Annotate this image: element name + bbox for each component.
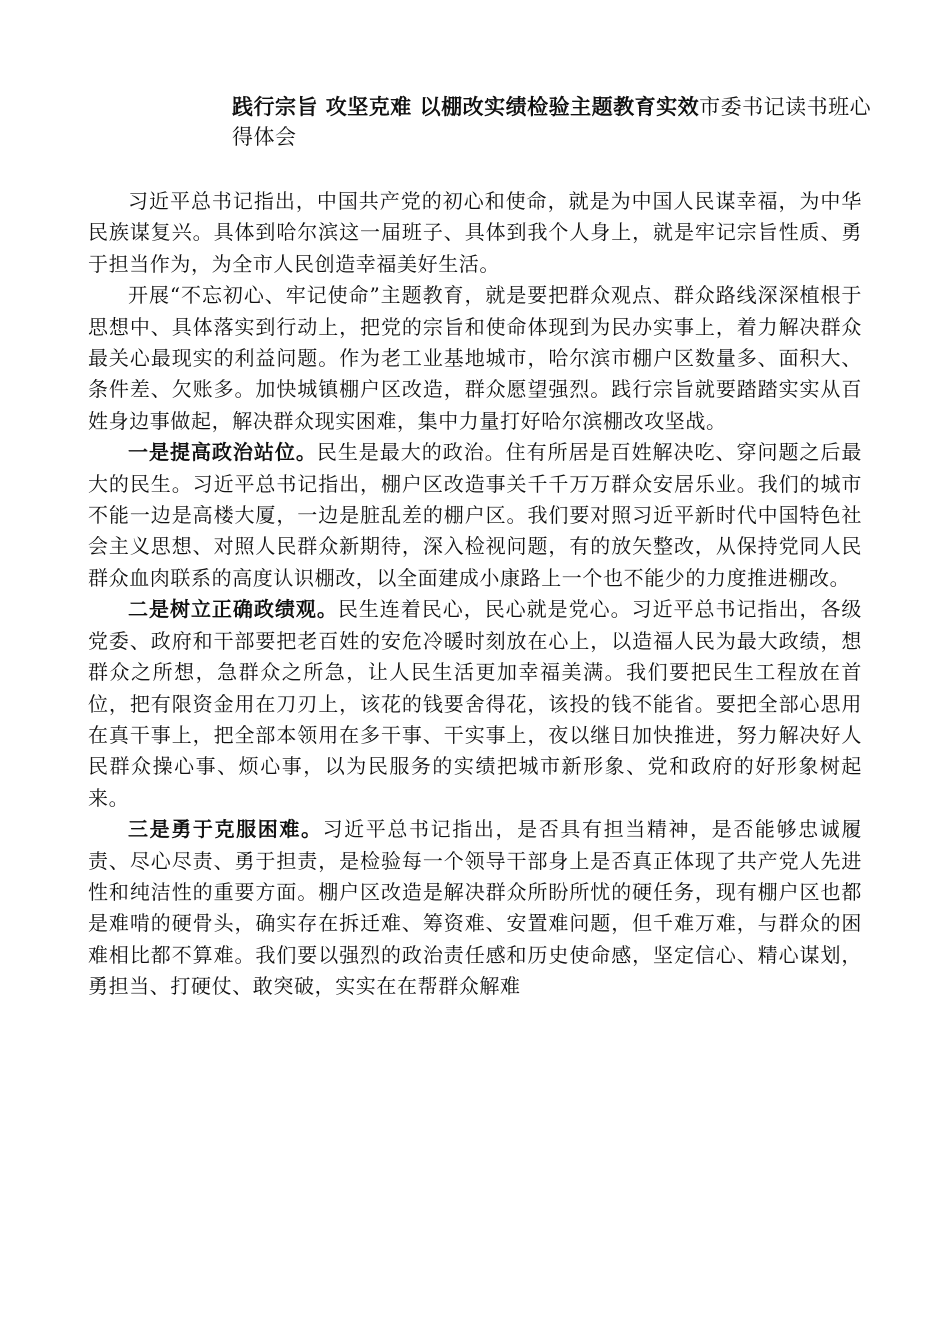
- paragraph-text: 习近平总书记指出，是否具有担当精神，是否能够忠诚履责、尽心尽责、勇于担责，是检验每一个领导干部身上是否真正体现了共产党人先进性和纯洁性的重要方面。棚户区改造是解决群众所盼所忧的硬任务，现有棚户区也都是难啃的硬骨头，确实存在拆迁难、筹资难、安置难问题，但千难万难，与群众的困难相比都不算难。我们要以强烈的政治责任感和历史使命感，坚定信心、精心谋划，勇担当、打硬仗、敢突破，实实在在帮群众解难: [88, 817, 862, 999]
- paragraph-3: [88, 437, 862, 594]
- paragraph-text: 民生连着民心，民心就是党心。习近平总书记指出，各级党委、政府和干部要把老百姓的安危冷暖时刻放在心上，以造福人民为最大政绩，想群众之所想，急群众之所急，让人民生活更加幸福美满。我们要把民生工程放在首位，把有限资金用在刀刃上，该花的钱要舍得花，该投的钱不能省。要把全部心思用在真干事上，把全部本领用在多干事、干实事上，夜以继日加快推进，努力解决好人民群众操心事、烦心事，以为民服务的实绩把城市新形象、党和政府的好形象树起来。: [88, 597, 863, 810]
- paragraph-lead: 二是树立正确政绩观。: [128, 597, 338, 622]
- paragraph-lead: 三是勇于克服困难。: [128, 817, 323, 842]
- document-title: [232, 92, 872, 152]
- paragraph-2: [88, 280, 862, 437]
- paragraph-text: 习近平总书记指出，中国共产党的初心和使命，就是为中国人民谋幸福，为中华民族谋复兴。具体到哈尔滨这一届班子、具体到我个人身上，就是牢记宗旨性质、勇于担当作为，为全市人民创造幸福美好生活。: [88, 189, 862, 276]
- paragraph-1: [88, 186, 862, 280]
- paragraph-4: [88, 594, 862, 814]
- paragraph-lead: 一是提高政治站位。: [128, 440, 317, 465]
- title-subtitle: 市委书记读书班心得体会: [232, 95, 872, 149]
- paragraph-text: 民生是最大的政治。住有所居是百姓解决吃、穿问题之后最大的民生。习近平总书记指出，棚户区改造事关千千万万群众安居乐业。我们的城市不能一边是高楼大厦，一边是脏乱差的棚户区。我们要对照习近平新时代中国特色社会主义思想、对照人民群众新期待，深入检视问题，有的放矢整改，从保持党同人民群众血肉联系的高度认识棚改，以全面建成小康路上一个也不能少的力度推进棚改。: [88, 440, 862, 590]
- paragraph-5: [88, 814, 862, 1002]
- title-main: 践行宗旨 攻坚克难 以棚改实绩检验主题教育实效: [232, 94, 700, 119]
- paragraph-text: 开展“不忘初心、牢记使命”主题教育，就是要把群众观点、群众路线深深植根于思想中、具体落实到行动上，把党的宗旨和使命体现到为民办实事上，着力解决群众最关心最现实的利益问题。作为老工业基地城市，哈尔滨市棚户区数量多、面积大、条件差、欠账多。加快城镇棚户区改造，群众愿望强烈。践行宗旨就要踏踏实实从百姓身边事做起，解决群众现实困难，集中力量打好哈尔滨棚改攻坚战。: [88, 283, 862, 433]
- document-body: [88, 186, 862, 1003]
